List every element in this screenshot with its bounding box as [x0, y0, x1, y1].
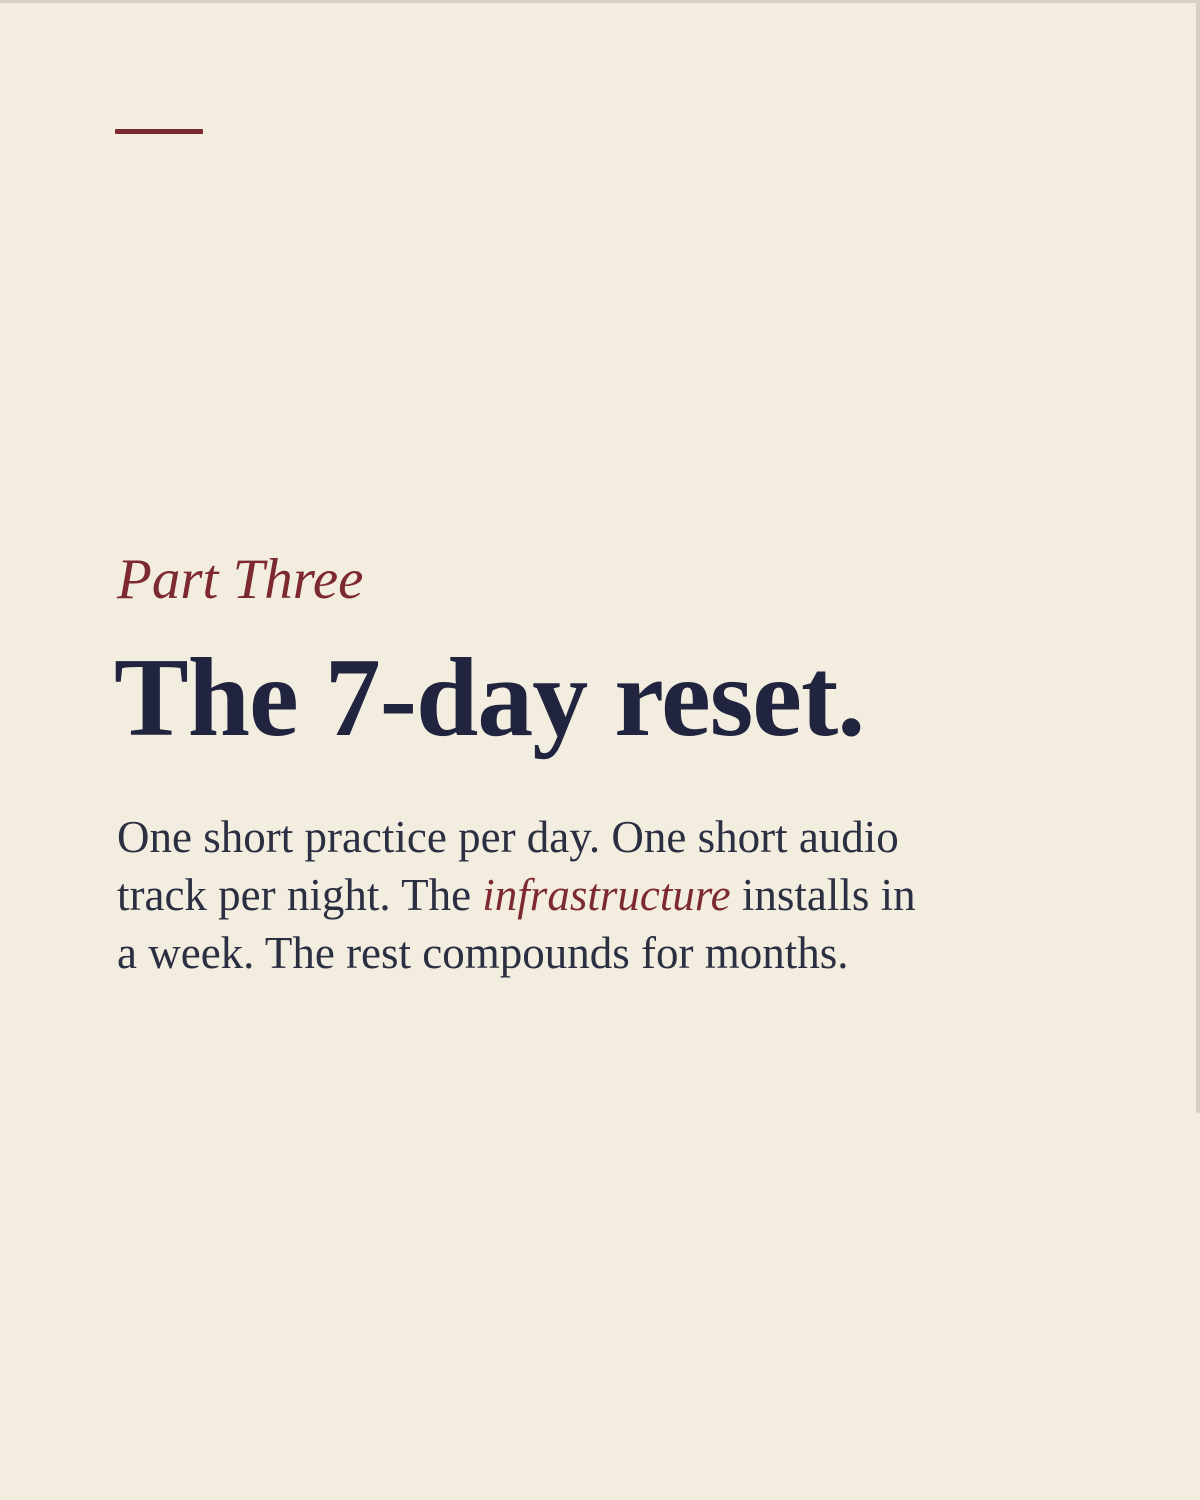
- paragraph-emphasis-word: infrastructure: [482, 870, 731, 920]
- paragraph-line-3: a week. The rest compounds for months.: [117, 928, 849, 978]
- intro-paragraph: [117, 808, 1017, 982]
- paragraph-line-2-post: installs in: [730, 870, 916, 920]
- right-edge-scroll-track: [1196, 0, 1200, 1113]
- section-eyebrow: Part Three: [117, 548, 364, 611]
- paragraph-line-2: [117, 866, 1017, 924]
- top-edge-divider: [0, 0, 1200, 3]
- paragraph-line-1: One short practice per day. One short audio: [117, 812, 899, 862]
- paragraph-line-2-pre: track per night. The: [117, 870, 483, 920]
- page-title: The 7-day reset.: [114, 636, 865, 760]
- accent-rule: [115, 129, 203, 134]
